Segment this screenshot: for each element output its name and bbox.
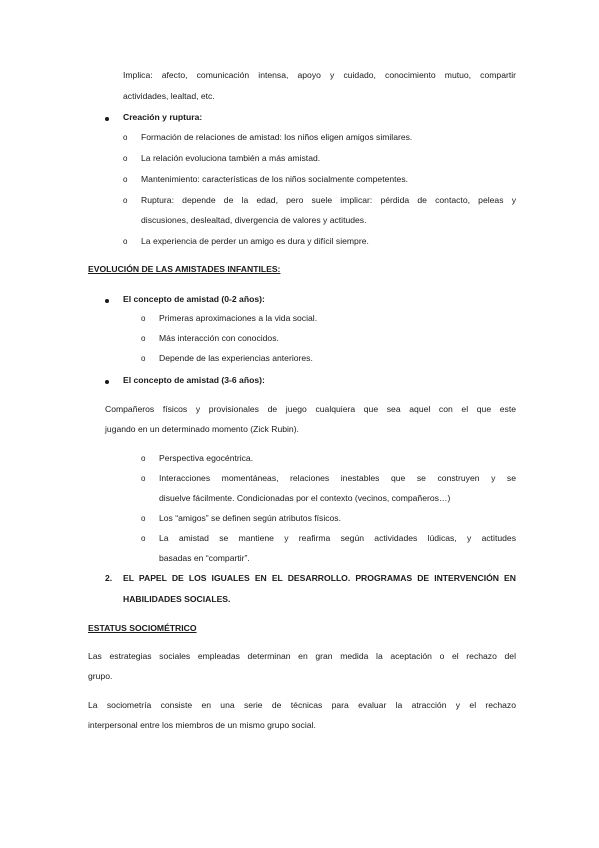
circle-bullet-icon: o bbox=[141, 474, 146, 483]
bullet-icon bbox=[105, 380, 109, 384]
circle-bullet-icon: o bbox=[123, 196, 128, 205]
list-item: La amistad se mantiene y reafirma según actividades lúdicas, y actitudes bbox=[159, 533, 516, 543]
list-item: Mantenimiento: características de los niños socialmente competentes. bbox=[141, 174, 409, 184]
list-item-continuation: basadas en “compartir”. bbox=[159, 553, 250, 563]
circle-bullet-icon: o bbox=[123, 237, 128, 246]
paragraph-line: grupo. bbox=[88, 671, 113, 681]
circle-bullet-icon: o bbox=[141, 354, 146, 363]
circle-bullet-icon: o bbox=[141, 334, 146, 343]
list-item-continuation: discusiones, deslealtad, divergencia de valores y actitudes. bbox=[141, 215, 367, 225]
list-item: Perspectiva egocéntrica. bbox=[159, 453, 254, 463]
list-item: La relación evoluciona también a más amistad. bbox=[141, 153, 321, 163]
list-item: Ruptura: depende de la edad, pero suele implicar: pérdida de contacto, peleas y bbox=[141, 195, 516, 205]
bullet-icon bbox=[105, 117, 109, 121]
list-item-continuation: disuelve fácilmente. Condicionadas por el contexto (vecinos, compañeros…) bbox=[159, 493, 451, 503]
paragraph-line: Las estrategias sociales empleadas determinan en gran medida la aceptación o el rechazo del bbox=[88, 651, 516, 661]
circle-bullet-icon: o bbox=[141, 454, 146, 463]
section-title: EL PAPEL DE LOS IGUALES EN EL DESARROLLO. PROGRAMAS DE INTERVENCIÓN EN bbox=[123, 573, 516, 583]
section-heading: Creación y ruptura: bbox=[123, 112, 203, 122]
bullet-icon bbox=[105, 299, 109, 303]
intro-line: actividades, lealtad, etc. bbox=[123, 91, 215, 101]
circle-bullet-icon: o bbox=[123, 154, 128, 163]
section-number: 2. bbox=[105, 573, 113, 583]
circle-bullet-icon: o bbox=[141, 514, 146, 523]
circle-bullet-icon: o bbox=[141, 314, 146, 323]
paragraph-line: La sociometría consiste en una serie de técnicas para evaluar la atracción y el rechazo bbox=[88, 700, 516, 710]
section-title-continuation: HABILIDADES SOCIALES. bbox=[123, 594, 231, 604]
intro-line: Implica: afecto, comunicación intensa, apoyo y cuidado, conocimiento mutuo, compartir bbox=[123, 70, 516, 80]
stage-heading: El concepto de amistad (3-6 años): bbox=[123, 375, 265, 385]
circle-bullet-icon: o bbox=[123, 133, 128, 142]
paragraph-line: Compañeros físicos y provisionales de juego cualquiera que sea aquel con el que este bbox=[105, 404, 516, 414]
list-item: Depende de las experiencias anteriores. bbox=[159, 353, 313, 363]
list-item: Primeras aproximaciones a la vida social. bbox=[159, 313, 318, 323]
circle-bullet-icon: o bbox=[123, 175, 128, 184]
list-item: La experiencia de perder un amigo es dura y difícil siempre. bbox=[141, 236, 369, 246]
list-item: Los “amigos” se definen según atributos físicos. bbox=[159, 513, 341, 523]
list-item: Más interacción con conocidos. bbox=[159, 333, 279, 343]
paragraph-line: jugando en un determinado momento (Zick Rubin). bbox=[105, 424, 299, 434]
list-item: Interacciones momentáneas, relaciones inestables que se construyen y se bbox=[159, 473, 516, 483]
section-title: ESTATUS SOCIOMÉTRICO bbox=[88, 623, 197, 633]
circle-bullet-icon: o bbox=[141, 534, 146, 543]
stage-heading: El concepto de amistad (0-2 años): bbox=[123, 294, 265, 304]
section-title: EVOLUCIÓN DE LAS AMISTADES INFANTILES: bbox=[88, 264, 281, 274]
list-item: Formación de relaciones de amistad: los niños eligen amigos similares. bbox=[141, 132, 413, 142]
paragraph-line: interpersonal entre los miembros de un mismo grupo social. bbox=[88, 720, 316, 730]
